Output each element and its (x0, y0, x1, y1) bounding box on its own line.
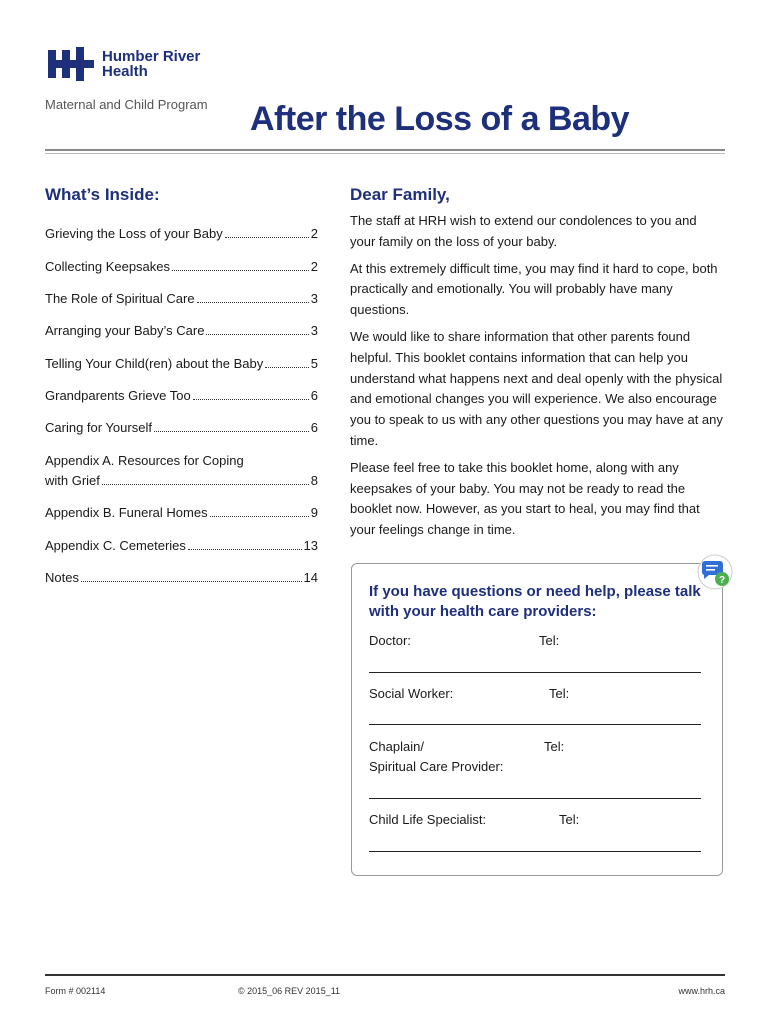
letter-paragraph: At this extremely difficult time, you may find it hard to cope, both practically and emotionally. You will probably have many questions. (350, 260, 718, 318)
letter-paragraph: The staff at HRH wish to extend our condolences to you and your family on the loss of your baby. (350, 213, 697, 249)
hrh-logo (48, 47, 200, 81)
toc-leader (154, 431, 309, 432)
social-worker-label: Social Worker: (369, 686, 454, 701)
tel-label: Tel: (544, 739, 565, 754)
toc-item-page: 5 (310, 356, 318, 371)
toc-item-page: 3 (310, 291, 318, 306)
toc-item-title: Collecting Keepsakes (45, 259, 171, 274)
toc-leader (210, 516, 309, 517)
toc-item[interactable] (45, 418, 318, 438)
toc-leader (81, 581, 302, 582)
revision-info: © 2015_06 REV 2015_11 (238, 986, 341, 996)
letter-paragraph: We would like to share information that other parents found helpful. This booklet contains information that can help you understand what happens next and deal openly with the physical and emotional changes you will experience. We also encourage you to speak to us with any other questions you may have at any time. (350, 328, 723, 448)
svg-text:?: ? (718, 575, 726, 586)
toc-leader (265, 367, 309, 368)
chaplain-label (369, 737, 503, 777)
toc-item[interactable] (45, 321, 318, 341)
title-divider-thin (45, 153, 725, 154)
toc-item-page: 2 (310, 226, 318, 241)
toc-item-page: 8 (310, 473, 318, 488)
toc-item-page: 13 (303, 538, 318, 553)
letter-paragraph: Please feel free to take this booklet home, along with any keepsakes of your baby. You may not be ready to read the booklet now. However, as you start to heal, you may find that your feelings change in time. (350, 459, 700, 538)
logo-line-1: Humber River (102, 48, 201, 65)
toc-item-title: Appendix C. Cemeteries (45, 538, 186, 553)
toc-item-page: 6 (310, 388, 318, 403)
toc-item-title: Notes (45, 570, 79, 585)
toc-item[interactable] (45, 503, 318, 523)
program-name: Maternal and Child Program (45, 97, 208, 112)
toc-item[interactable] (45, 386, 318, 406)
chaplain-label-line2: Spiritual Care Provider: (369, 759, 504, 774)
chaplain-label-line1: Chaplain/ (369, 739, 424, 754)
toc-heading: What’s Inside: (45, 185, 160, 204)
doctor-line[interactable] (369, 672, 701, 673)
logo-wordmark (102, 49, 200, 79)
toc-item-title: Appendix B. Funeral Homes (45, 505, 208, 520)
toc-item-title: Grandparents Grieve Too (45, 388, 191, 403)
toc-item-title-line1: Appendix A. Resources for Coping (45, 453, 244, 468)
toc-item-title: Grieving the Loss of your Baby (45, 226, 223, 241)
contact-box-title: If you have questions or need help, please talk with your health care providers: (369, 583, 701, 620)
toc-leader (225, 237, 309, 238)
toc-item-title: with Grief (45, 473, 100, 488)
toc-item-page: 9 (310, 505, 318, 520)
child-life-line[interactable] (369, 851, 701, 852)
toc-item-page: 14 (303, 570, 318, 585)
toc-item[interactable] (45, 451, 318, 491)
toc-item-title: The Role of Spiritual Care (45, 291, 195, 306)
toc-item-page: 6 (310, 420, 318, 435)
toc-item[interactable] (45, 536, 318, 556)
tel-label: Tel: (559, 812, 580, 827)
chat-bubble-question-icon (697, 554, 733, 590)
form-number: Form # 002114 (45, 986, 106, 996)
toc-item[interactable] (45, 224, 318, 244)
toc-item-title: Caring for Yourself (45, 420, 152, 435)
tel-label: Tel: (549, 686, 570, 701)
toc-item-page: 3 (310, 323, 318, 338)
toc-leader (193, 399, 309, 400)
social-worker-line[interactable] (369, 724, 701, 725)
child-life-label: Child Life Specialist: (369, 812, 487, 827)
website-link[interactable]: www.hrh.ca (678, 986, 725, 996)
toc-leader (102, 484, 309, 485)
chaplain-line[interactable] (369, 798, 701, 799)
page-title: After the Loss of a Baby (250, 100, 630, 138)
toc-item-title: Arranging your Baby’s Care (45, 323, 205, 338)
contact-box (351, 563, 726, 876)
toc-item[interactable] (45, 354, 318, 374)
toc-item[interactable] (45, 257, 318, 277)
toc-leader (188, 549, 302, 550)
title-divider (45, 149, 725, 151)
logo-line-2: Health (102, 63, 148, 80)
toc-item-title: Telling Your Child(ren) about the Baby (45, 356, 264, 371)
doctor-label: Doctor: (369, 633, 411, 648)
toc-item-page: 2 (310, 259, 318, 274)
toc-leader (172, 270, 309, 271)
letter-heading: Dear Family, (350, 185, 450, 204)
toc-item[interactable] (45, 289, 318, 309)
tel-label: Tel: (539, 633, 560, 648)
footer-divider (45, 974, 725, 976)
toc-leader (197, 302, 309, 303)
letter-body (350, 211, 725, 547)
toc-leader (206, 334, 308, 335)
hrh-logo-mark-icon (48, 47, 98, 81)
toc-item[interactable] (45, 568, 318, 588)
